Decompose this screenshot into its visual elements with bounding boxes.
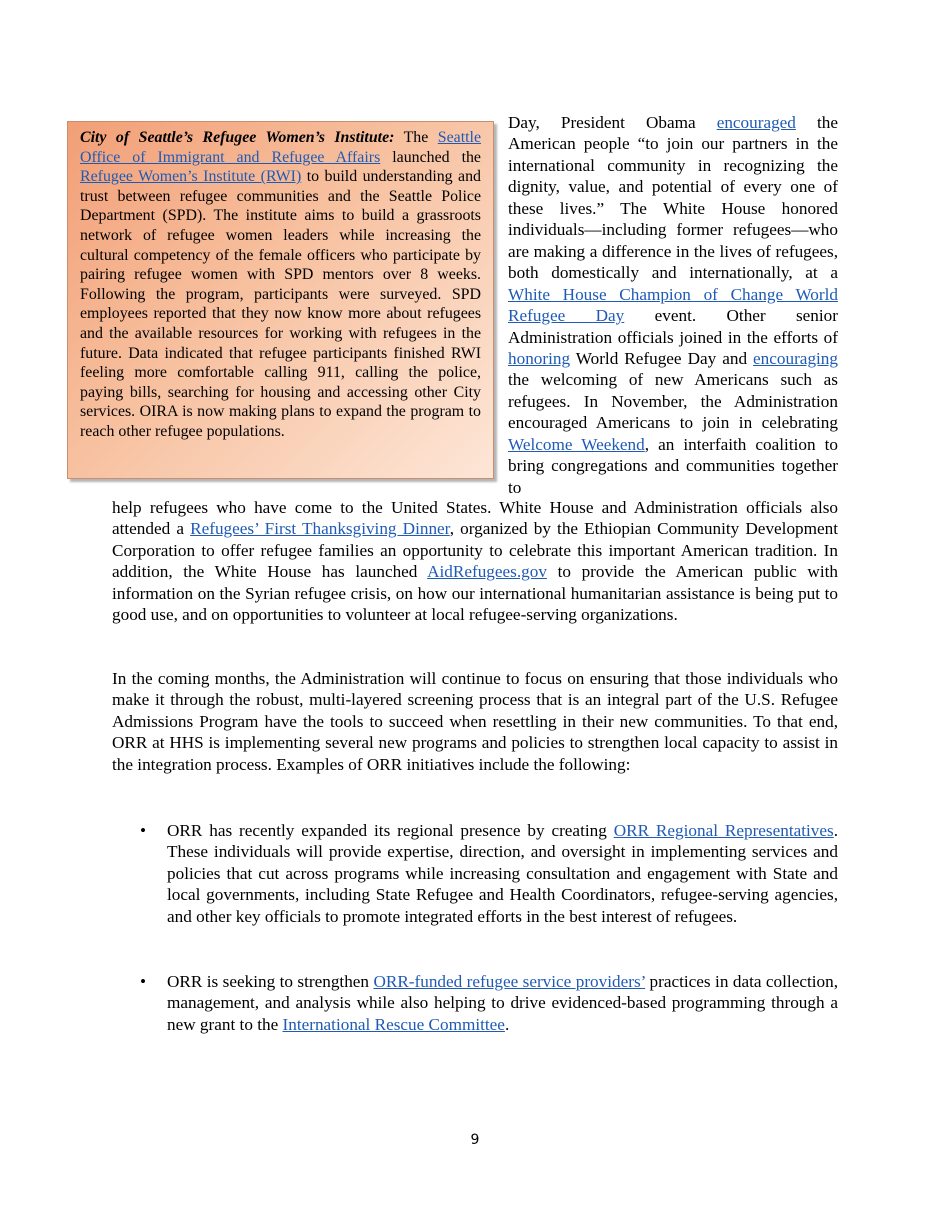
link-encouraged[interactable]: encouraged [716,113,796,132]
bullet-text: ORR is seeking to strengthen [167,972,374,991]
right-column-paragraph [508,112,838,498]
bullet-item-regional-presence [112,820,838,927]
paragraph-text: the American people “to join our partners in the international community in recognizing the dignity, value, and potential of every one of these lives.” The White House honored individuals—including former refugees—who are making a difference in the lives of refugees, both domestically and internationally, at a [508,113,838,283]
bullet-point-icon: • [140,972,147,991]
link-honoring[interactable]: honoring [508,348,571,368]
paragraph-text: , an interfaith coalition to bring congregations and communities together to [508,434,838,497]
link-welcome-weekend[interactable]: Welcome Weekend [508,434,645,454]
paragraph-text: , organized by the Ethiopian Community Development Corporation to offer refugee families an opportunity to celebrate this important American tradition. In addition, the White House has launched [112,519,838,582]
link-orr-regional-representatives[interactable]: ORR Regional Representatives [613,821,834,840]
bullet-text: practices in data collection, management, and analysis while also helping to drive evidenced-based programming through a new grant to the [167,972,838,1034]
link-champion-of-change[interactable]: White House Champion of Change World Refugee Day [508,284,838,326]
paragraph-text: help refugees who have come to the United States. White House and Administration officials also attended a [112,498,838,539]
link-refugee-womens-institute[interactable]: Refugee Women’s Institute (RWI) [80,168,302,186]
page-number: 9 [470,1132,480,1148]
link-international-rescue-committee[interactable]: International Rescue Committee [282,1014,505,1034]
callout-text: to build understanding and trust between refugee communities and the Seattle Police Department (SPD). The institute aims to build a grassroots network of refugee women leaders while increasing the cultural competency of the female officers who participate by pairing refugee women with SPD mentors over 8 weeks. Following the program, participants were surveyed. SPD employees reported that they now know more about refugees and the available resources for working with refugees in the future. Data indicated that refugee participants finished RWI feeling more comfortable calling 911, calling the police, paying bills, searching for housing and accessing other City services. OIRA is now making plans to expand the program to reach other refugee populations. [80,168,482,440]
callout-text: The [394,129,438,146]
bullet-text: . [504,1014,510,1034]
paragraph-text: event. Other senior Administration officials joined in the efforts of [508,306,838,347]
paragraph-coming-months: In the coming months, the Administration will continue to focus on ensuring that those individuals who make it through the robust, multi-layered screening process that is an integral part of the U.S. Refugee Admissions Program have the tools to succeed when resettling in their new communities. To that end, ORR at HHS is implementing several new programs and policies to strengthen local capacity to assist in the integration process. Examples of ORR initiatives include the following: [112,669,838,774]
callout-text: launched the [380,148,481,166]
bullet-text: . These individuals will provide expertise, direction, and oversight in implementing services and policies that cut across programs while increasing consultation and engagement with State and local governments, including State Refugee and Health Coordinators, refugee-serving agencies, and other key officials to promote integrated efforts in the best interest of refugees. [167,821,838,926]
bullet-point-icon: • [140,821,147,840]
link-orr-funded-providers[interactable]: ORR-funded refugee service providers’ [373,972,646,991]
paragraph-text: the welcoming of new Americans such as refugees. In November, the Administration encouraged Americans to join in celebrating [508,370,838,433]
bullet-text: ORR has recently expanded its regional presence by creating [167,821,614,840]
main-paragraph-continued [112,497,838,626]
callout-box-refugee-womens-institute [67,121,494,479]
bullet-item-service-providers [112,971,838,1035]
link-aidrefugees-gov[interactable]: AidRefugees.gov [427,562,547,582]
bullet-body [167,971,838,1035]
link-first-thanksgiving-dinner[interactable]: Refugees’ First Thanksgiving Dinner [190,519,450,539]
bullet-body [167,820,838,927]
paragraph-text: Day, President Obama [508,113,717,132]
paragraph-text: World Refugee Day and [570,348,754,368]
callout-lead-heading: City of Seattle’s Refugee Women’s Institute: [80,129,395,146]
link-seattle-oira[interactable]: Seattle Office of Immigrant and Refugee Affairs [80,129,482,166]
link-encouraging[interactable]: encouraging [753,348,838,368]
paragraph-text: to provide the American public with information on the Syrian refugee crisis, on how our international humanitarian assistance is being put to good use, and on opportunities to volunteer at local refugee-serving organizations. [112,562,838,625]
